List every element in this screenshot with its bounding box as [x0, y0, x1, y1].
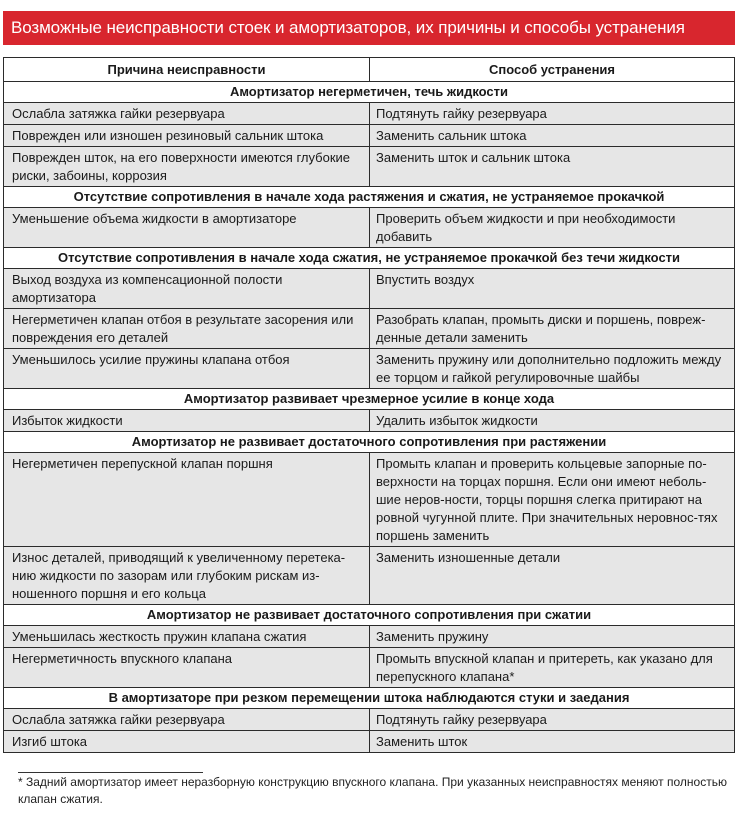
- table-row: [4, 147, 735, 187]
- table-row: [4, 103, 735, 125]
- cause-cell: Ослабла затяжка гайки резервуара: [4, 709, 370, 731]
- remedy-cell: Заменить пружину: [370, 626, 735, 648]
- table-row: [4, 453, 735, 547]
- section-title: Амортизатор не развивает достаточного сопротивления при сжатии: [4, 605, 735, 626]
- cause-cell: Уменьшилось усилие пружины клапана отбоя: [4, 349, 370, 389]
- footnote-divider: [18, 772, 203, 773]
- remedy-cell: Подтянуть гайку резервуара: [370, 103, 735, 125]
- column-header-remedy: Способ устранения: [370, 58, 735, 82]
- cause-cell: Поврежден или изношен резиновый сальник штока: [4, 125, 370, 147]
- cause-cell: Выход воздуха из компенсационной полости амортизатора: [4, 269, 370, 309]
- cause-cell: Поврежден шток, на его поверхности имеются глубокие риски, забоины, коррозия: [4, 147, 370, 187]
- cause-cell: Уменьшение объема жидкости в амортизаторе: [4, 208, 370, 248]
- section-title: В амортизаторе при резком перемещении штока наблюдаются стуки и заедания: [4, 688, 735, 709]
- table-row: [4, 269, 735, 309]
- remedy-cell: Подтянуть гайку резервуара: [370, 709, 735, 731]
- cause-cell: Избыток жидкости: [4, 410, 370, 432]
- column-header-cause: Причина неисправности: [4, 58, 370, 82]
- cause-cell: Износ деталей, приводящий к увеличенному перетека-нию жидкости по зазорам или глубоким рискам из-ношенного поршня и его кольца: [4, 547, 370, 605]
- section-title: Отсутствие сопротивления в начале хода растяжения и сжатия, не устраняемое прокачкой: [4, 187, 735, 208]
- table-row: [4, 410, 735, 432]
- cause-cell: Уменьшилась жесткость пружин клапана сжатия: [4, 626, 370, 648]
- cause-cell: Негерметичен клапан отбоя в результате засорения или повреждения его деталей: [4, 309, 370, 349]
- remedy-cell: Заменить пружину или дополнительно подложить между ее торцом и гайкой регулировочные шайбы: [370, 349, 735, 389]
- section-title: Амортизатор не развивает достаточного сопротивления при растяжении: [4, 432, 735, 453]
- table-row: [4, 731, 735, 753]
- table-row: [4, 709, 735, 731]
- cause-cell: Ослабла затяжка гайки резервуара: [4, 103, 370, 125]
- remedy-cell: Разобрать клапан, промыть диски и поршень, повреж-денные детали заменить: [370, 309, 735, 349]
- remedy-cell: Заменить шток: [370, 731, 735, 753]
- remedy-cell: Заменить шток и сальник штока: [370, 147, 735, 187]
- section-title: Отсутствие сопротивления в начале хода сжатия, не устраняемое прокачкой без течи жидкости: [4, 248, 735, 269]
- remedy-cell: Заменить изношенные детали: [370, 547, 735, 605]
- cause-cell: Изгиб штока: [4, 731, 370, 753]
- table-row: [4, 125, 735, 147]
- cause-cell: Негерметичен перепускной клапан поршня: [4, 453, 370, 547]
- remedy-cell: Промыть впускной клапан и притереть, как указано для перепускного клапана*: [370, 648, 735, 688]
- page-title: Возможные неисправности стоек и амортизаторов, их причины и способы устранения: [3, 11, 735, 45]
- table-row: [4, 547, 735, 605]
- table-row: [4, 349, 735, 389]
- table-row: [4, 309, 735, 349]
- footnote: * Задний амортизатор имеет неразборную конструкцию впускного клапана. При указанных неисправностях меняют полностью клапан сжатия.: [18, 775, 727, 806]
- faults-table: [3, 57, 735, 753]
- cause-cell: Негерметичность впускного клапана: [4, 648, 370, 688]
- table-row: [4, 648, 735, 688]
- remedy-cell: Промыть клапан и проверить кольцевые запорные по-верхности на торцах поршня. Если они имеют неболь-шие неров-ности, торцы поршня слегка притирают на ровной чугунной плите. При значительных неровнос-тях поршень заменить: [370, 453, 735, 547]
- section-title: Амортизатор развивает чрезмерное усилие в конце хода: [4, 389, 735, 410]
- remedy-cell: Проверить объем жидкости и при необходимости добавить: [370, 208, 735, 248]
- section-title: Амортизатор негерметичен, течь жидкости: [4, 82, 735, 103]
- table-row: [4, 626, 735, 648]
- remedy-cell: Впустить воздух: [370, 269, 735, 309]
- remedy-cell: Удалить избыток жидкости: [370, 410, 735, 432]
- remedy-cell: Заменить сальник штока: [370, 125, 735, 147]
- table-row: [4, 208, 735, 248]
